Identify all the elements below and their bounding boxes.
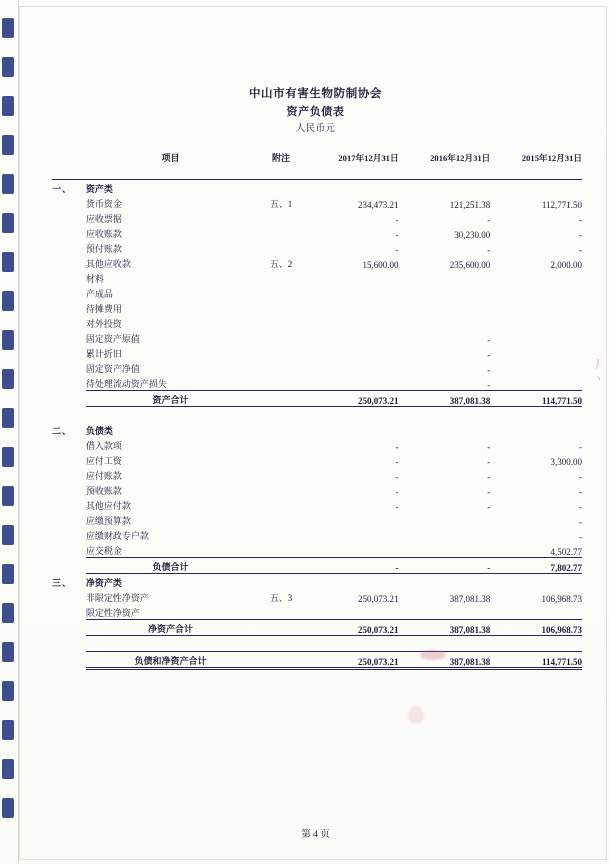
row-label: 其他应收款 [85, 258, 131, 269]
page-footer: 第 4 页 [301, 830, 330, 840]
row-note [255, 240, 307, 255]
margin-ink-mark: 丿 [592, 359, 603, 371]
row-label: 预收账款 [85, 485, 122, 496]
row-value-2017 [307, 512, 399, 527]
table-row [52, 270, 582, 285]
balance-sheet-table [52, 149, 582, 670]
row-value-2015 [490, 375, 582, 391]
grand-total-value-2015: 114,771.50 [490, 651, 582, 668]
row-value-2015 [490, 360, 582, 375]
table-row [52, 300, 582, 315]
row-label: 限定性净资产 [85, 607, 140, 618]
row-note [255, 360, 307, 375]
row-note [255, 437, 307, 452]
row-label: 应收账款 [85, 228, 122, 239]
row-value-2017 [307, 542, 399, 558]
row-value-2015: 106,968.73 [541, 593, 582, 604]
row-value-2016 [399, 300, 491, 315]
total-value-2015: 114,771.50 [490, 390, 582, 406]
total-label: 资产合计 [86, 390, 255, 406]
row-value-2016 [399, 542, 491, 558]
table-row [52, 360, 582, 375]
row-value-2016 [399, 604, 491, 620]
table-row [52, 482, 582, 497]
row-value-2016 [399, 527, 491, 542]
row-label: 借入款项 [85, 440, 122, 451]
margin-ink-mark: 丶 [594, 374, 604, 384]
grand-total-row [52, 651, 582, 668]
table-row [52, 512, 582, 527]
table-row [52, 375, 582, 391]
currency-unit: 人民币元 [295, 123, 336, 134]
row-note [255, 497, 307, 512]
row-value-2016: - [487, 456, 491, 467]
table-row [52, 437, 582, 452]
row-value-2017: - [395, 441, 399, 452]
row-note [255, 210, 307, 225]
row-value-2017: - [395, 244, 399, 255]
row-value-2017 [307, 375, 399, 391]
row-value-2015 [490, 315, 582, 330]
row-label: 待摊费用 [85, 303, 122, 314]
row-value-2015 [490, 270, 582, 285]
row-value-2017 [307, 285, 399, 300]
table-row [52, 285, 582, 300]
row-value-2016: 387,081.38 [449, 593, 491, 604]
row-value-2017 [307, 345, 399, 360]
grand-total-label: 负债和净资产合计 [86, 651, 255, 668]
row-note: 五、2 [269, 258, 293, 269]
total-label: 负债合计 [86, 557, 255, 573]
row-label: 应交税金 [85, 545, 122, 556]
row-value-2015: 112,771.50 [541, 199, 582, 210]
row-value-2016: - [487, 349, 491, 360]
total-value-2016: 387,081.38 [399, 390, 491, 406]
row-note [255, 330, 307, 345]
row-value-2016 [399, 285, 491, 300]
row-label: 固定资产原值 [85, 333, 140, 344]
row-note [255, 467, 307, 482]
document-title: 资产负债表 [286, 105, 345, 118]
section-number: 一、 [52, 183, 73, 194]
row-value-2017 [307, 360, 399, 375]
row-note [255, 225, 307, 240]
row-note [255, 345, 307, 360]
section-header-row [52, 573, 582, 589]
row-label: 待处理流动资产损失 [85, 378, 167, 389]
row-value-2015: 4,502.77 [550, 546, 582, 557]
table-row [52, 345, 582, 360]
row-value-2017 [307, 330, 399, 345]
row-note: 五、3 [269, 592, 293, 603]
total-row-liabilities [52, 557, 582, 573]
row-value-2017: - [395, 486, 399, 497]
row-value-2015: - [579, 516, 582, 527]
row-note: 五、1 [269, 198, 293, 209]
table-row [52, 497, 582, 512]
row-value-2016 [399, 512, 491, 527]
row-value-2015 [490, 604, 582, 620]
total-row-assets [52, 390, 582, 406]
row-value-2016: - [487, 334, 491, 345]
row-value-2015 [490, 330, 582, 345]
table-row [52, 255, 582, 270]
row-value-2015: 3,300.00 [550, 456, 582, 467]
total-value-2017: - [307, 557, 399, 573]
section-label: 资产类 [85, 183, 113, 194]
grand-total-value-2017: 250,073.21 [307, 651, 399, 668]
document-content [22, 0, 609, 864]
total-value-2017: 250,073.21 [307, 390, 399, 406]
row-value-2016: 121,251.38 [449, 199, 491, 210]
row-value-2015: - [579, 501, 582, 512]
row-value-2015 [490, 345, 582, 360]
grand-total-value-2016: 387,081.38 [399, 651, 491, 668]
row-value-2015: 2,000.00 [550, 259, 582, 270]
row-value-2016: 30,230.00 [454, 229, 491, 240]
row-label: 应收票据 [85, 213, 122, 224]
row-value-2017: - [395, 229, 399, 240]
table-row [52, 589, 582, 604]
table-body [52, 179, 582, 668]
row-value-2017: 234,473.21 [358, 199, 399, 210]
total-label: 净资产合计 [86, 619, 255, 635]
section-header-row [52, 179, 582, 195]
row-value-2015 [490, 285, 582, 300]
row-label: 货币资金 [85, 198, 122, 209]
row-note [255, 375, 307, 391]
table-row [52, 604, 582, 620]
section-label: 净资产类 [85, 577, 122, 588]
row-label: 应缴财政专户款 [85, 530, 149, 541]
row-note [255, 527, 307, 542]
row-label: 其他应付款 [85, 500, 131, 511]
row-label: 非限定性净资产 [85, 592, 149, 603]
row-label: 应付账款 [85, 470, 122, 481]
section-number: 三、 [52, 577, 73, 588]
header-col-2015: 2015年12月31日 [521, 152, 582, 163]
table-row [52, 225, 582, 240]
row-label: 固定资产净值 [85, 363, 140, 374]
row-note [255, 452, 307, 467]
row-label: 应缴预算款 [85, 515, 131, 526]
total-value-2017: 250,073.21 [307, 619, 399, 635]
section-label: 负债类 [85, 425, 113, 436]
header-blank [52, 149, 86, 164]
total-value-2016: 387,081.38 [399, 619, 491, 635]
row-value-2016: - [487, 441, 491, 452]
row-value-2016: - [487, 244, 491, 255]
row-note [255, 300, 307, 315]
table-row [52, 542, 582, 558]
row-value-2015: - [579, 214, 582, 225]
row-value-2017 [307, 527, 399, 542]
table-row [52, 330, 582, 345]
row-value-2016: - [487, 486, 491, 497]
header-note: 附注 [271, 152, 290, 163]
row-note [255, 285, 307, 300]
table-row [52, 210, 582, 225]
table-row [52, 240, 582, 255]
total-value-2015: 106,968.73 [490, 619, 582, 635]
row-label: 累计折旧 [85, 348, 122, 359]
organization-name: 中山市有害生物防制协会 [248, 88, 383, 100]
row-value-2016 [399, 315, 491, 330]
row-note [255, 604, 307, 620]
row-note [255, 512, 307, 527]
row-value-2017: - [395, 501, 399, 512]
row-note [255, 542, 307, 558]
scan-smudge [408, 706, 424, 724]
row-label: 对外投资 [85, 318, 122, 329]
row-value-2016: - [487, 379, 491, 390]
row-label: 产成品 [85, 288, 113, 299]
row-label: 应付工资 [85, 455, 122, 466]
row-value-2016: - [487, 364, 491, 375]
row-value-2017 [307, 300, 399, 315]
table-row [52, 452, 582, 467]
row-value-2016: - [487, 471, 491, 482]
row-value-2017: 250,073.21 [358, 593, 399, 604]
row-note [255, 270, 307, 285]
row-value-2015: - [579, 471, 582, 482]
row-value-2016: - [487, 501, 491, 512]
table-header [52, 149, 582, 180]
header-rule [52, 164, 582, 180]
header-item: 项目 [161, 152, 180, 163]
row-label: 预付账款 [85, 243, 122, 254]
row-value-2017 [307, 604, 399, 620]
row-value-2017 [307, 270, 399, 285]
total-row-net-assets [52, 619, 582, 635]
table-row [52, 315, 582, 330]
row-label: 材料 [85, 273, 104, 284]
title-block [22, 86, 609, 137]
total-value-2015: 7,802.77 [490, 557, 582, 573]
row-value-2015 [490, 300, 582, 315]
row-value-2016: 235,600.00 [449, 259, 491, 270]
table-row [52, 527, 582, 542]
page-edge-line [18, 0, 19, 864]
section-header-row [52, 422, 582, 437]
row-value-2015: - [579, 486, 582, 497]
row-note [255, 315, 307, 330]
row-value-2017: - [395, 471, 399, 482]
row-value-2016 [399, 270, 491, 285]
row-value-2016: - [487, 214, 491, 225]
table-row [52, 467, 582, 482]
row-note [255, 482, 307, 497]
section-number: 二、 [52, 425, 73, 436]
header-col-2016: 2016年12月31日 [430, 152, 491, 163]
row-value-2017: - [395, 456, 399, 467]
row-value-2015: - [579, 229, 582, 240]
scan-smudge [420, 650, 446, 660]
row-value-2015: - [579, 244, 582, 255]
header-col-2017: 2017年12月31日 [338, 152, 399, 163]
row-value-2015: - [579, 441, 582, 452]
row-value-2017: 15,600.00 [362, 259, 399, 270]
table-row [52, 195, 582, 210]
row-value-2015: - [579, 531, 582, 542]
row-value-2017: - [395, 214, 399, 225]
row-value-2017 [307, 315, 399, 330]
total-value-2016: - [399, 557, 491, 573]
